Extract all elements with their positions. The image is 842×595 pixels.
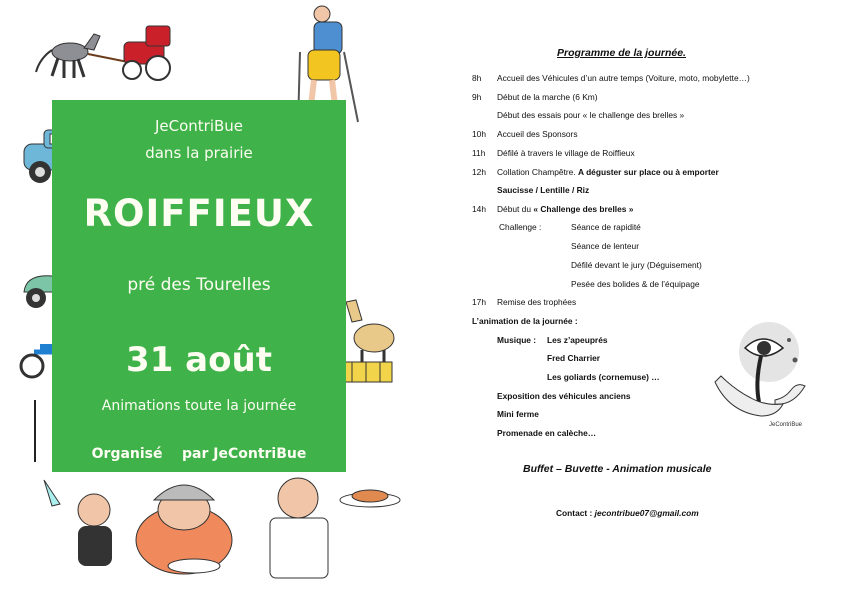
program-hour: 17h xyxy=(472,297,486,307)
program-text-with-bold xyxy=(497,167,719,177)
extra-item: Mini ferme xyxy=(497,409,539,419)
challenge-label: Challenge : xyxy=(499,222,542,232)
program-text: Accueil des Véhicules d’un autre temps (Voiture, moto, mobylette…) xyxy=(497,73,750,83)
program-hour: 12h xyxy=(472,167,486,177)
poster-town-title: ROIFFIEUX xyxy=(83,192,315,235)
challenge-item: Défilé devant le jury (Déguisement) xyxy=(571,260,702,270)
program-hour: 8h xyxy=(472,73,482,83)
music-item: Les z’apeuprés xyxy=(547,335,608,345)
program-text: Début de la marche (6 Km) xyxy=(497,92,598,102)
program-bold-text: A déguster sur place ou à emporter xyxy=(578,167,719,177)
contact-email: jecontribue07@gmail.com xyxy=(594,508,699,518)
buffet-line: Buffet – Buvette - Animation musicale xyxy=(523,463,712,475)
poster-subtitle: dans la prairie xyxy=(145,144,253,162)
poster-animations: Animations toute la journée xyxy=(101,398,297,414)
contact-line xyxy=(556,508,699,518)
program-title: Programme de la journée. xyxy=(557,47,686,59)
program-text: Remise des trophées xyxy=(497,297,577,307)
poster-organizer-name: JeContriBue xyxy=(154,117,244,135)
program-bold-text: « Challenge des brelles » xyxy=(533,204,634,214)
program-hour: 9h xyxy=(472,92,482,102)
program-text: Collation Champêtre. xyxy=(497,167,576,177)
program-menu: Saucisse / Lentille / Riz xyxy=(497,185,590,195)
program-text: Défilé à travers le village de Roiffieux xyxy=(497,148,635,158)
music-label: Musique : xyxy=(497,335,537,345)
program-hour: 10h xyxy=(472,129,486,139)
program-text: Début du xyxy=(497,204,531,214)
challenge-item: Séance de rapidité xyxy=(571,222,641,232)
poster-date: 31 août xyxy=(126,340,272,380)
program-hour: 11h xyxy=(472,148,486,158)
jecontribue-logo xyxy=(705,320,823,432)
music-item: Les goliards (cornemuse) … xyxy=(547,372,660,382)
contact-label: Contact : xyxy=(556,508,593,518)
extra-item: Promenade en calèche… xyxy=(497,428,597,438)
program-hour: 14h xyxy=(472,204,486,214)
music-item: Fred Charrier xyxy=(547,353,601,363)
program-text-with-bold xyxy=(497,204,633,214)
program-text: Accueil des Sponsors xyxy=(497,129,578,139)
poster-organised-name: par JeContriBue xyxy=(182,446,307,462)
challenge-item: Pesée des bolides & de l’équipage xyxy=(571,279,700,289)
poster-organised-label: Organisé xyxy=(91,446,163,462)
program-text: Début des essais pour « le challenge des brelles » xyxy=(497,110,685,120)
poster-place: pré des Tourelles xyxy=(127,275,271,295)
challenge-item: Séance de lenteur xyxy=(571,241,639,251)
logo-text: JeContriBue xyxy=(769,422,803,428)
animation-heading: L’animation de la journée : xyxy=(472,316,578,326)
extra-item: Exposition des véhicules anciens xyxy=(497,391,631,401)
